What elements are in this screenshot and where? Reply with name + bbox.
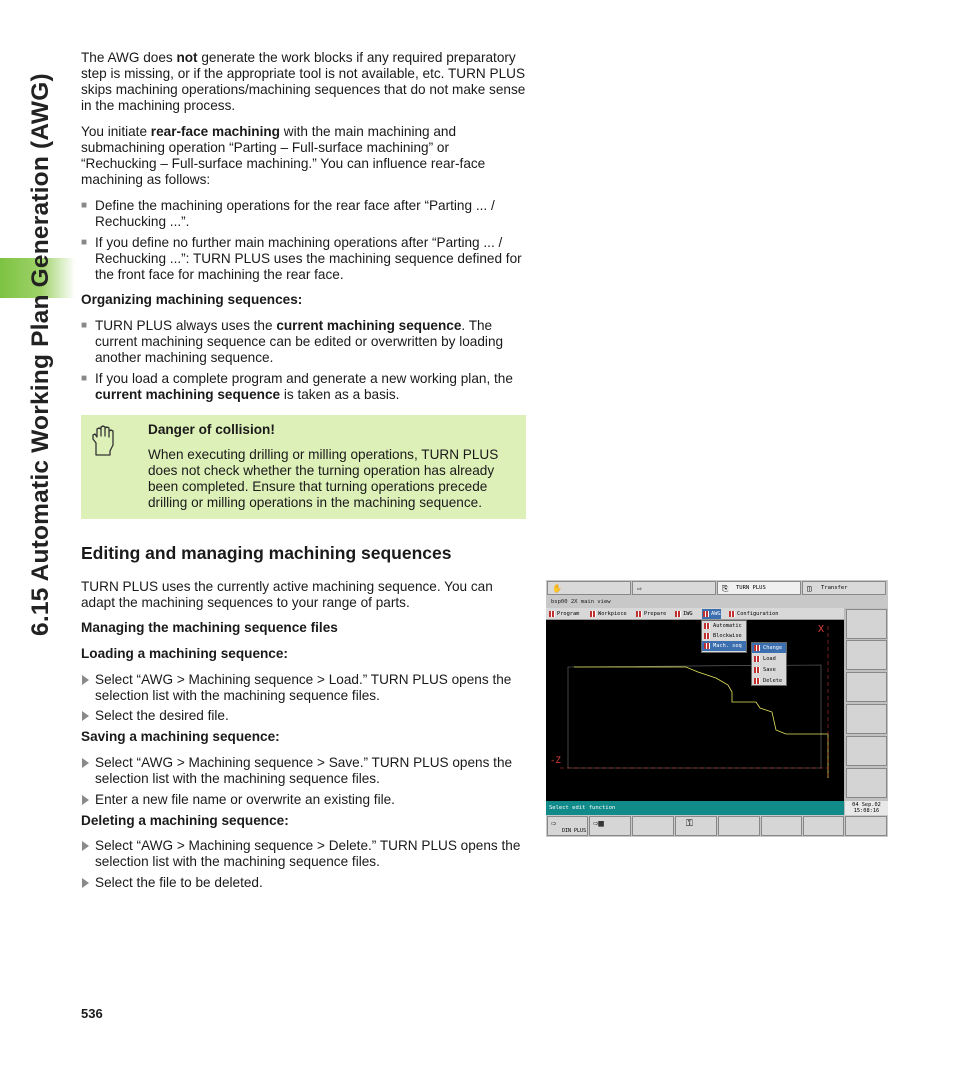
softkey-5[interactable] — [718, 816, 760, 836]
vertical-softkeys — [845, 608, 888, 801]
softkey-4[interactable] — [675, 816, 717, 836]
grid-icon — [590, 611, 596, 617]
list-item: Select “AWG > Machining sequence > Delete.” TURN PLUS opens the selection list with the machining sequence files. — [81, 838, 526, 870]
softkey-2[interactable] — [589, 816, 631, 836]
vertical-softkey-6[interactable] — [846, 768, 887, 798]
grid-icon — [754, 667, 760, 673]
disk-icon: ◫ — [807, 584, 812, 593]
warning-text: When executing drilling or milling operations, TURN PLUS does not check whether the turning operation has already been completed. Ensure that turning operations precede drilling or milling operations in the machining sequence. — [148, 447, 499, 510]
menu-workpiece[interactable]: Workpiece — [589, 609, 627, 619]
grid-icon — [704, 633, 710, 639]
softkey-8[interactable] — [845, 816, 887, 836]
mach-seq-submenu — [751, 642, 787, 686]
organizing-heading: Organizing machining sequences: — [81, 292, 303, 307]
contour-graphic — [546, 620, 844, 801]
menu-item-change[interactable]: Change — [752, 643, 786, 653]
key-icon: ⚿ — [686, 819, 693, 829]
grid-icon — [636, 611, 642, 617]
grid-icon — [754, 678, 760, 684]
program-icon: ⇨▦ — [593, 819, 604, 829]
hand-icon: ✋ — [552, 584, 562, 593]
grid-icon — [703, 611, 709, 617]
list-item: Enter a new file name or overwrite an existing file. — [81, 792, 526, 808]
tab-automatic[interactable] — [632, 581, 716, 595]
cycle-arrow-icon: ⇨ — [637, 584, 642, 593]
warning-box — [81, 415, 526, 519]
date-time — [845, 801, 888, 815]
grid-icon — [754, 645, 760, 651]
softkey-din-plus[interactable]: ⇨ DIN PLUS — [547, 816, 588, 836]
menu-program[interactable]: Program — [548, 609, 579, 619]
tab-transfer[interactable]: ◫ Transfer — [802, 581, 886, 595]
list-item: Select “AWG > Machining sequence > Load.” TURN PLUS opens the selection list with the machining sequence files. — [81, 672, 526, 704]
intro-paragraph-2: You initiate rear-face machining with the main machining and submachining operation “Parting – Full-surface machining” or “Rechucking – Full-surface machining.” You can influence rear-face machining as follows: — [81, 124, 486, 187]
menu-item-automatic[interactable]: Automatic — [702, 621, 746, 631]
list-item: ■ Define the machining operations for the rear face after “Parting ... / Rechucking ...”. — [81, 198, 495, 229]
grid-icon — [704, 643, 710, 649]
grid-icon — [729, 611, 735, 617]
menu-item-blockwise[interactable]: Blockwise — [702, 631, 746, 641]
vertical-softkey-1[interactable] — [846, 609, 887, 639]
list-item: Select “AWG > Machining sequence > Save.” TURN PLUS opens the selection list with the machining sequence files. — [81, 755, 526, 787]
intro-paragraph-1: The AWG does not generate the work blocks if any required preparatory step is missing, or if the appropriate tool is not available, etc. TURN PLUS skips machining operations/machining sequences that do not make sense in the machining process. — [81, 50, 526, 113]
menu-item-delete[interactable]: Delete — [752, 676, 786, 686]
warning-title: Danger of collision! — [148, 422, 275, 437]
date-text: 04 Sep.02 — [852, 802, 881, 808]
menu-awg[interactable]: AWG — [702, 609, 721, 619]
page-number: 536 — [81, 1006, 103, 1021]
hand-warning-icon — [89, 425, 115, 459]
list-item: ■ TURN PLUS always uses the current machining sequence. The current machining sequence can be edited or overwritten by loading another machining sequence. — [81, 318, 504, 365]
softkey-7[interactable] — [803, 816, 844, 836]
vertical-softkey-2[interactable] — [846, 640, 887, 670]
cycle-arrow-icon: ⇨ — [551, 819, 557, 829]
horizontal-softkeys — [546, 815, 888, 837]
menu-item-mach-seq[interactable]: Mach. seq — [702, 641, 746, 651]
section-intro: TURN PLUS uses the currently active machining sequence. You can adapt the machining sequences to your range of parts. — [81, 579, 493, 610]
awg-dropdown — [701, 620, 747, 653]
load-heading: Loading a machining sequence: — [81, 646, 288, 661]
mode-tabs — [546, 580, 888, 596]
menu-prepare[interactable]: Prepare — [635, 609, 666, 619]
axis-z-label: -Z — [550, 756, 561, 766]
delete-heading: Deleting a machining sequence: — [81, 813, 289, 828]
menu-item-save[interactable]: Save — [752, 665, 786, 675]
menu-bar — [546, 608, 844, 620]
grid-icon — [675, 611, 681, 617]
save-heading: Saving a machining sequence: — [81, 729, 280, 744]
graphics-view — [546, 620, 844, 801]
menu-item-load[interactable]: Load — [752, 654, 786, 664]
softkey-3[interactable] — [632, 816, 674, 836]
vertical-softkey-5[interactable] — [846, 736, 887, 766]
softkey-6[interactable] — [761, 816, 802, 836]
status-line: Select edit function — [546, 801, 844, 815]
menu-iwg[interactable]: IWG — [674, 609, 693, 619]
tab-turnplus[interactable]: ⎘ TURN PLUS — [717, 581, 801, 595]
grid-icon — [704, 623, 710, 629]
section-heading: Editing and managing machining sequences — [81, 543, 452, 563]
window-title: bsp00 2X main view — [546, 596, 888, 608]
time-text: 15:08:16 — [853, 808, 880, 814]
list-item: ■ If you define no further main machining operations after “Parting ... / Rechucking ...”: TURN PLUS uses the machining sequence defined for the front face for machining the rear face. — [81, 235, 522, 282]
vertical-softkey-3[interactable] — [846, 672, 887, 702]
list-item: Select the file to be deleted. — [81, 875, 526, 891]
turnplus-screenshot — [546, 580, 888, 837]
vertical-softkey-4[interactable] — [846, 704, 887, 734]
files-heading: Managing the machining sequence files — [81, 620, 338, 635]
program-icon: ⎘ — [722, 584, 729, 593]
tab-manual[interactable] — [547, 581, 631, 595]
menu-configuration[interactable]: Configuration — [728, 609, 778, 619]
grid-icon — [754, 656, 760, 662]
list-item: ■ If you load a complete program and generate a new working plan, the current machining sequence is taken as a basis. — [81, 371, 513, 402]
grid-icon — [549, 611, 555, 617]
chapter-side-title: 6.15 Automatic Working Plan Generation (AWG) — [27, 73, 54, 636]
axis-x-label: X — [818, 624, 825, 635]
list-item: Select the desired file. — [81, 708, 526, 724]
